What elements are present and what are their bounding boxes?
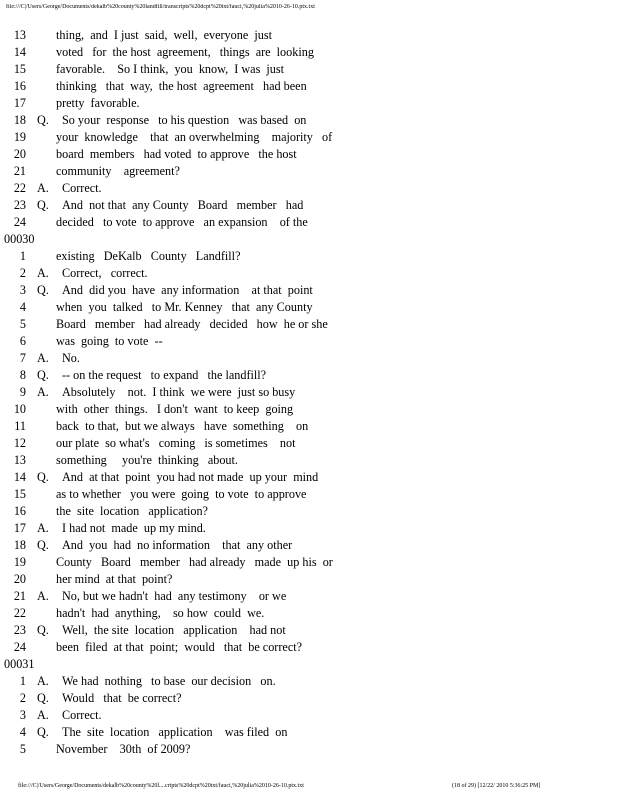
page-number-marker: 00031 xyxy=(4,657,35,671)
speaker-label: A. xyxy=(37,674,49,688)
transcript-line xyxy=(0,741,618,758)
transcript-line xyxy=(0,520,618,537)
transcript-line xyxy=(0,180,618,197)
line-number: 23 xyxy=(13,198,26,212)
line-number: 17 xyxy=(13,521,26,535)
line-text: Correct. xyxy=(62,181,102,195)
line-number: 4 xyxy=(19,300,26,314)
transcript-line xyxy=(0,61,618,78)
line-text: Board member had already decided how he or she xyxy=(56,317,328,331)
speaker-label: Q. xyxy=(37,725,49,739)
line-text: Correct. xyxy=(62,708,102,722)
transcript-line xyxy=(0,452,618,469)
speaker-label: Q. xyxy=(37,538,49,552)
line-text: board members had voted to approve the host xyxy=(56,147,297,161)
page-number-marker: 00030 xyxy=(4,232,35,246)
transcript-line xyxy=(0,214,618,231)
transcript-line xyxy=(0,316,618,333)
line-number: 7 xyxy=(19,351,26,365)
line-number: 3 xyxy=(19,708,26,722)
line-text: No. xyxy=(62,351,80,365)
line-text: November 30th of 2009? xyxy=(56,742,191,756)
line-number: 3 xyxy=(19,283,26,297)
line-text: So your response to his question was based on xyxy=(62,113,307,127)
line-text: Absolutely not. I think we were just so busy xyxy=(62,385,296,399)
speaker-label: Q. xyxy=(37,691,49,705)
line-number: 2 xyxy=(19,691,26,705)
transcript-line xyxy=(0,588,618,605)
line-number: 6 xyxy=(19,334,26,348)
line-number: 5 xyxy=(19,317,26,331)
line-text: And you had no information that any other xyxy=(62,538,293,552)
line-number: 19 xyxy=(13,555,26,569)
speaker-label: A. xyxy=(37,589,49,603)
line-number: 18 xyxy=(13,538,26,552)
line-text: The site location application was filed on xyxy=(62,725,288,739)
line-text: been filed at that point; would that be correct? xyxy=(56,640,303,654)
line-number: 18 xyxy=(13,113,26,127)
line-text: And did you have any information at that point xyxy=(62,283,313,297)
line-number: 24 xyxy=(13,640,26,654)
line-number: 14 xyxy=(13,45,26,59)
line-text: back to that, but we always have something on xyxy=(56,419,309,433)
transcript-line xyxy=(0,537,618,554)
line-number: 1 xyxy=(19,249,26,263)
transcript-line xyxy=(0,350,618,367)
line-text: our plate so what's coming is sometimes not xyxy=(56,436,296,450)
line-text: favorable. So I think, you know, I was just xyxy=(56,62,285,76)
speaker-label: Q. xyxy=(37,113,49,127)
speaker-label: Q. xyxy=(37,623,49,637)
speaker-label: A. xyxy=(37,521,49,535)
line-number: 14 xyxy=(13,470,26,484)
transcript-line xyxy=(0,44,618,61)
line-text: And not that any County Board member had xyxy=(62,198,304,212)
line-text: Would that be correct? xyxy=(62,691,182,705)
line-number: 16 xyxy=(13,504,26,518)
line-text: something you're thinking about. xyxy=(56,453,238,467)
speaker-label: Q. xyxy=(37,198,49,212)
line-text: pretty favorable. xyxy=(56,96,140,110)
line-number: 20 xyxy=(13,572,26,586)
speaker-label: A. xyxy=(37,351,49,365)
transcript-line xyxy=(0,622,618,639)
transcript-line xyxy=(0,503,618,520)
transcript-line xyxy=(0,384,618,401)
transcript-line xyxy=(0,707,618,724)
transcript-line xyxy=(0,469,618,486)
transcript-line xyxy=(0,282,618,299)
speaker-label: Q. xyxy=(37,283,49,297)
line-text: hadn't had anything, so how could we. xyxy=(56,606,265,620)
line-number: 8 xyxy=(19,368,26,382)
transcript-line xyxy=(0,554,618,571)
transcript-line xyxy=(0,197,618,214)
line-text: decided to vote to approve an expansion of the xyxy=(56,215,308,229)
line-number: 15 xyxy=(13,62,26,76)
transcript-line xyxy=(0,27,618,44)
transcript-line xyxy=(0,78,618,95)
transcript-line xyxy=(0,605,618,622)
line-number: 10 xyxy=(13,402,26,416)
speaker-label: A. xyxy=(37,708,49,722)
transcript-line xyxy=(0,401,618,418)
line-text: as to whether you were going to vote to approve xyxy=(56,487,307,501)
transcript-line xyxy=(0,129,618,146)
transcript-line xyxy=(0,435,618,452)
line-number: 9 xyxy=(19,385,26,399)
line-number: 22 xyxy=(13,181,26,195)
transcript-line xyxy=(0,724,618,741)
transcript-line xyxy=(0,673,618,690)
line-number: 21 xyxy=(13,164,26,178)
line-number: 13 xyxy=(13,453,26,467)
line-text: the site location application? xyxy=(56,504,208,518)
line-text: thing, and I just said, well, everyone just xyxy=(56,28,272,42)
page-count-footer: (18 of 29) [12/22/ 2010 5:36:25 PM] xyxy=(452,783,541,789)
line-text: community agreement? xyxy=(56,164,180,178)
line-text: We had nothing to base our decision on. xyxy=(62,674,276,688)
speaker-label: A. xyxy=(37,385,49,399)
line-number: 12 xyxy=(13,436,26,450)
transcript-line xyxy=(0,418,618,435)
line-text: thinking that way, the host agreement had been xyxy=(56,79,307,93)
line-number: 13 xyxy=(13,28,26,42)
line-number: 16 xyxy=(13,79,26,93)
line-text: voted for the host agreement, things are looking xyxy=(56,45,314,59)
transcript-line xyxy=(0,95,618,112)
speaker-label: Q. xyxy=(37,368,49,382)
line-number: 15 xyxy=(13,487,26,501)
line-number: 1 xyxy=(19,674,26,688)
line-number: 23 xyxy=(13,623,26,637)
line-number: 20 xyxy=(13,147,26,161)
transcript-body xyxy=(0,27,618,758)
line-number: 2 xyxy=(19,266,26,280)
transcript-line xyxy=(0,248,618,265)
file-path-header: file:///C|/Users/George/Documents/dekalb%20county%20landfill/transcripts%20dcpt%20txt/fauci,%20julia%2010-26-10.ptx.txt xyxy=(6,4,315,10)
line-text: with other things. I don't want to keep going xyxy=(56,402,294,416)
transcript-line xyxy=(0,639,618,656)
transcript-line xyxy=(0,690,618,707)
line-number: 22 xyxy=(13,606,26,620)
line-text: Correct, correct. xyxy=(62,266,148,280)
line-number: 5 xyxy=(19,742,26,756)
line-text: existing DeKalb County Landfill? xyxy=(56,249,241,263)
speaker-label: A. xyxy=(37,266,49,280)
file-path-footer: file:///C|/Users/George/Documents/dekalb%20county%20l....cripts%20dcpt%20txt/fauci,%20julia%2010-26-10.ptx.txt xyxy=(18,783,304,789)
line-text: her mind at that point? xyxy=(56,572,173,586)
line-text: -- on the request to expand the landfill? xyxy=(62,368,267,382)
transcript-line xyxy=(0,333,618,350)
transcript-line xyxy=(0,163,618,180)
transcript-line xyxy=(0,571,618,588)
line-number: 19 xyxy=(13,130,26,144)
line-text: Well, the site location application had not xyxy=(62,623,286,637)
line-number: 4 xyxy=(19,725,26,739)
line-text: County Board member had already made up his or xyxy=(56,555,333,569)
transcript-line xyxy=(0,299,618,316)
transcript-line xyxy=(0,265,618,282)
line-text: was going to vote -- xyxy=(56,334,163,348)
transcript-line xyxy=(0,367,618,384)
line-text: your knowledge that an overwhelming majority of xyxy=(56,130,333,144)
transcript-line xyxy=(0,486,618,503)
line-number: 11 xyxy=(14,419,26,433)
transcript-line xyxy=(0,112,618,129)
line-number: 24 xyxy=(13,215,26,229)
speaker-label: A. xyxy=(37,181,49,195)
line-text: And at that point you had not made up your mind xyxy=(62,470,319,484)
line-number: 21 xyxy=(13,589,26,603)
transcript-line xyxy=(0,146,618,163)
line-number: 17 xyxy=(13,96,26,110)
line-text: No, but we hadn't had any testimony or we xyxy=(62,589,287,603)
speaker-label: Q. xyxy=(37,470,49,484)
line-text: I had not made up my mind. xyxy=(62,521,206,535)
line-text: when you talked to Mr. Kenney that any County xyxy=(56,300,313,314)
